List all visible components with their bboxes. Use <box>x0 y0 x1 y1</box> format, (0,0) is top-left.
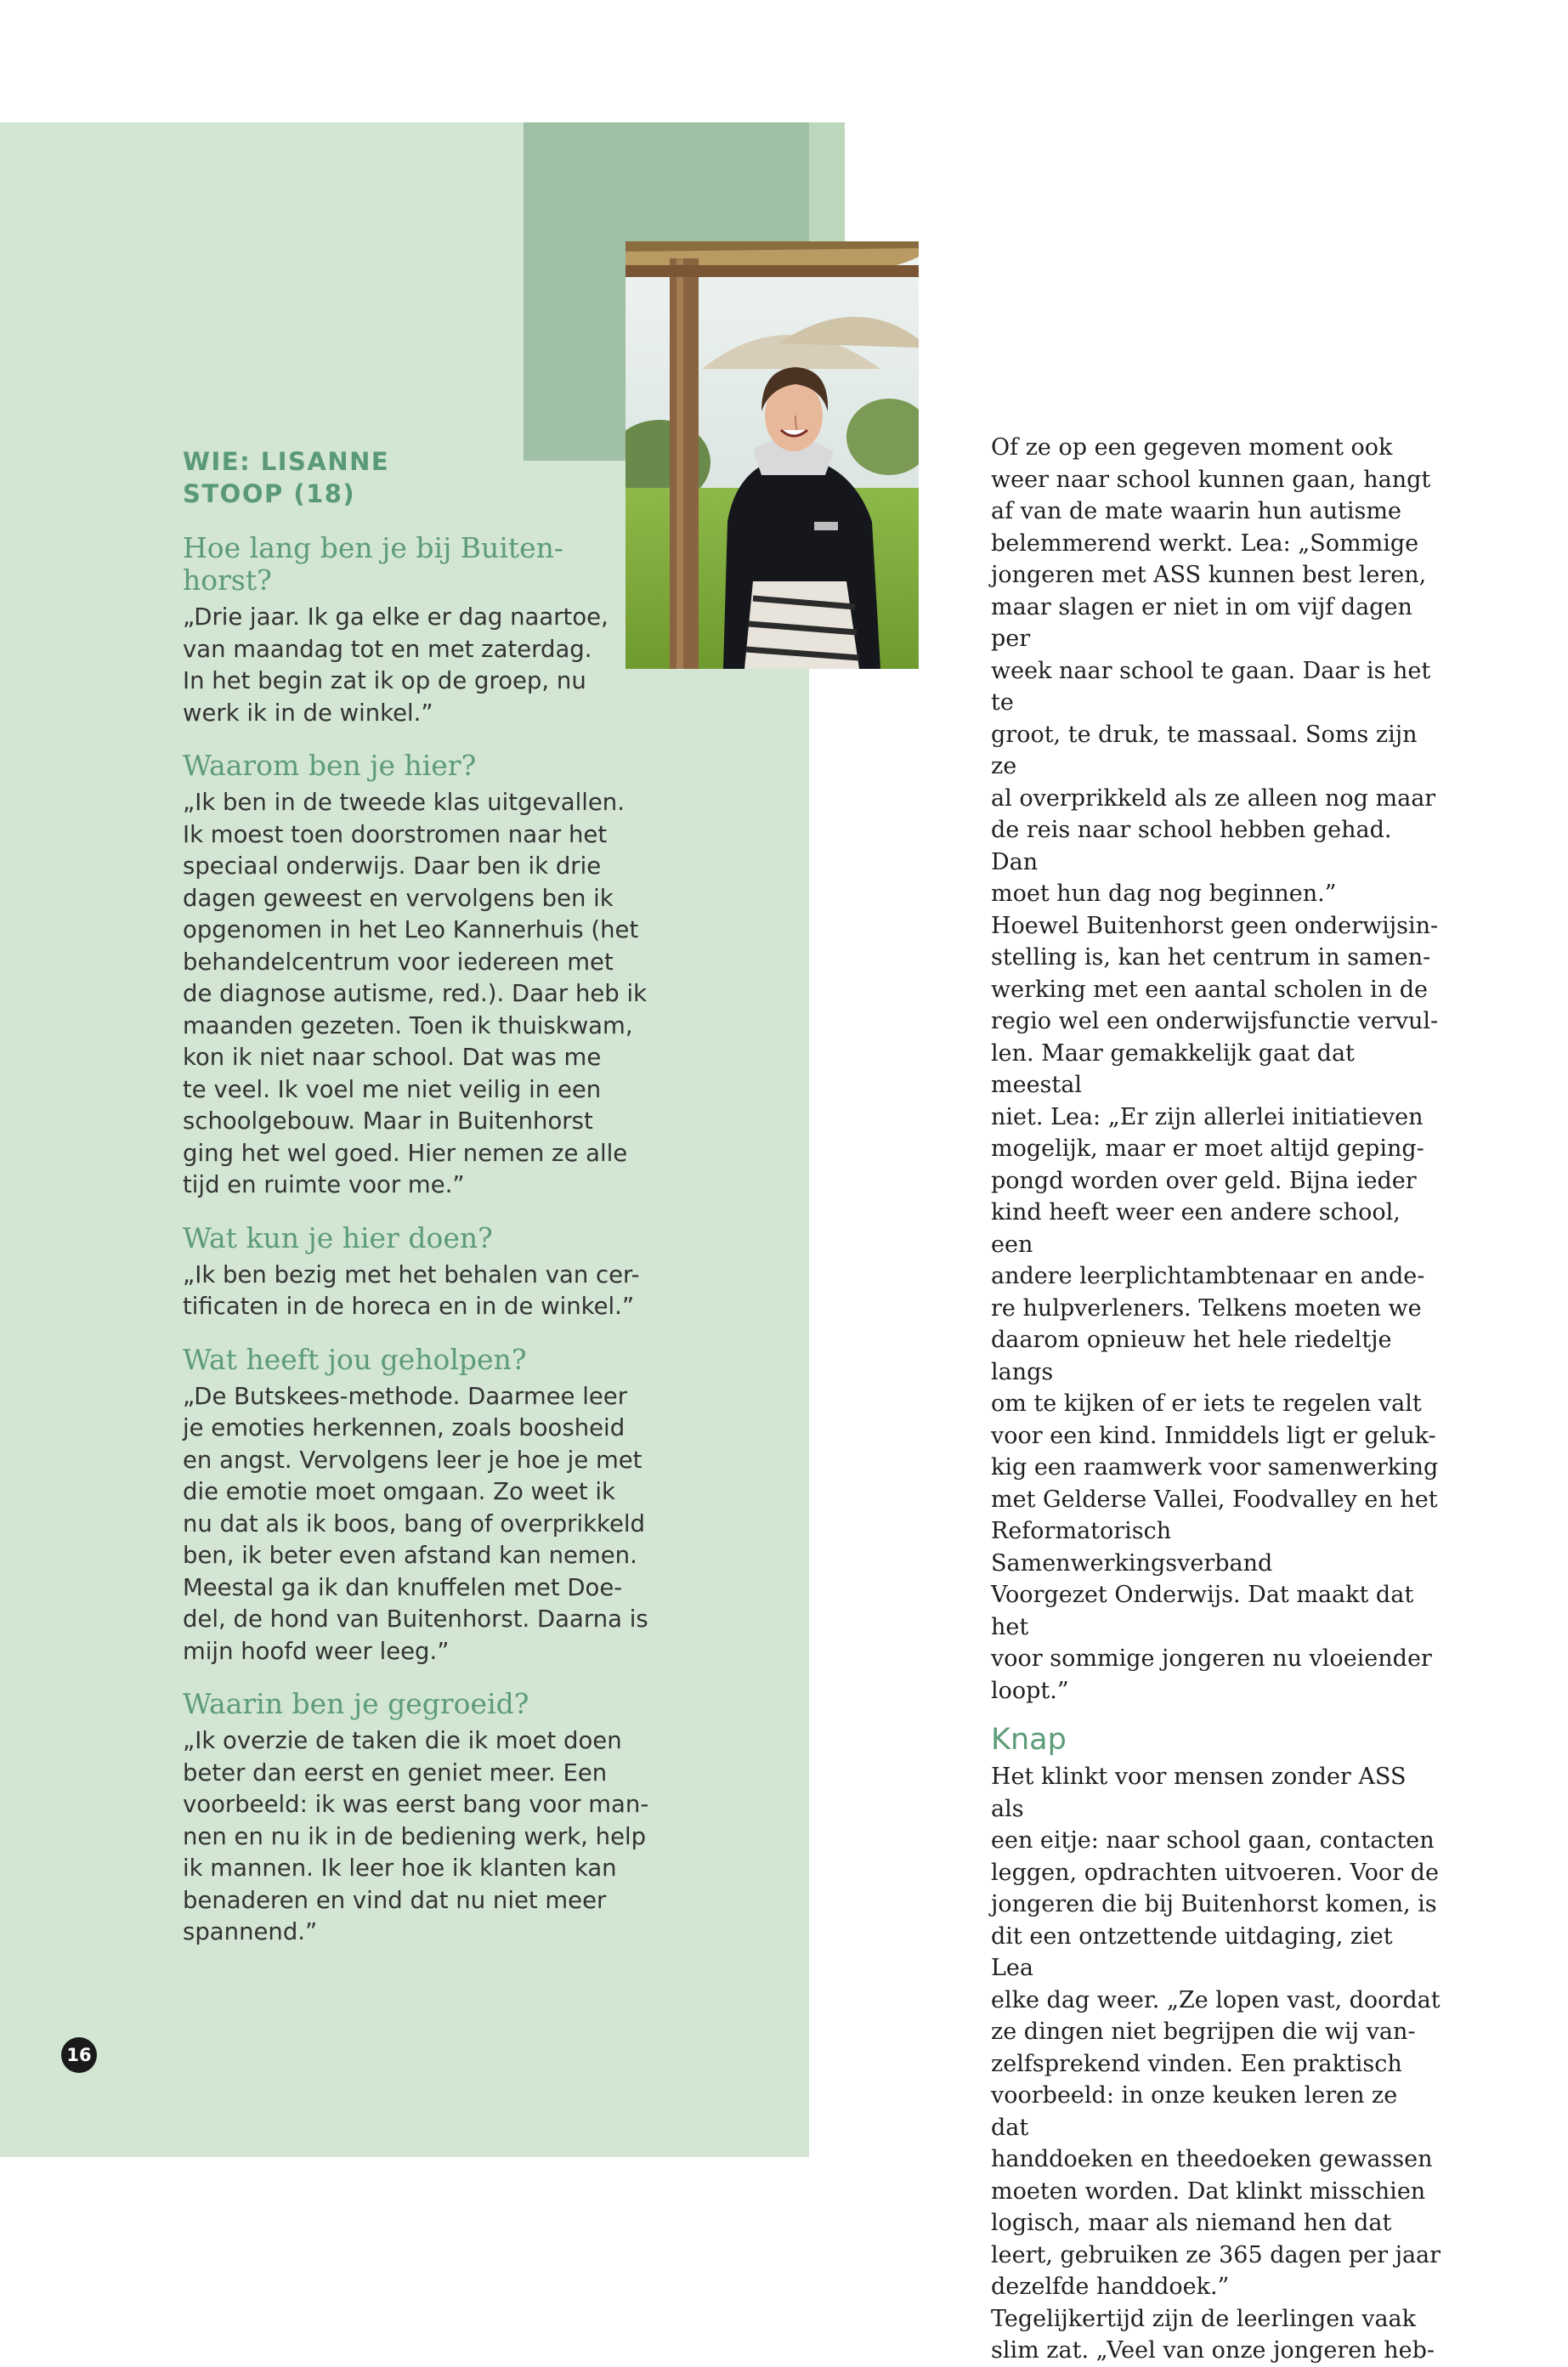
question-heading: Waarom ben je hier? <box>183 749 477 782</box>
question-heading: Wat kun je hier doen? <box>183 1220 493 1254</box>
profile-name-heading: WIE: LISANNE STOOP (18) <box>183 447 390 508</box>
qa-block <box>183 750 667 1202</box>
qa-block <box>183 532 667 729</box>
article-column <box>991 432 1441 2367</box>
answer-text: „Ik overzie de taken die ik moet doen beter dan eerst en geniet meer. Een voorbeeld: ik was eerst bang voor man- nen en nu ik in de bediening werk, help ik mannen. Ik leer hoe ik klanten kan benaderen en vind dat nu niet meer spannend.” <box>183 1727 649 1945</box>
answer-text: „Ik ben bezig met het behalen van cer- tificaten in de horeca en in de winkel.” <box>183 1260 640 1320</box>
qa-block <box>183 1222 667 1323</box>
question-heading: Hoe lang ben je bij Buiten- horst? <box>183 531 564 597</box>
question-heading: Wat heeft jou geholpen? <box>183 1342 527 1376</box>
answer-text: „Ik ben in de tweede klas uitgevallen. Ik moest toen doorstromen naar het speciaal onderwijs. Daar ben ik drie dagen geweest en vervolgens ben ik opgenomen in het Leo Kannerhuis (het behandelcentrum voor iedereen met de diagnose autisme, red.). Daar heb ik maanden gezeten. Toen ik thuiskwam, kon ik niet naar school. Dat was me te veel. Ik voel me niet veilig in een schoolgebouw. Maar in Buitenhorst ging het wel goed. Hier nemen ze alle tijd en ruimte voor me.” <box>183 789 648 1198</box>
article-paragraph: Tegelijkertijd zijn de leerlingen vaak slim zat. „Veel van onze jongeren heb- <box>991 2305 1435 2364</box>
section-subheading: Knap <box>991 1723 1067 1757</box>
qa-block <box>183 1688 667 1949</box>
portrait-photo <box>626 241 919 669</box>
page-number-badge: 16 <box>61 2037 97 2073</box>
answer-text: „Drie jaar. Ik ga elke er dag naartoe, van maandag tot en met zaterdag. In het begin zat ik op de groep, nu werk ik in de winkel.” <box>183 603 609 727</box>
article-paragraph: Of ze op een gegeven moment ook weer naar school kunnen gaan, hangt af van de mate waarin hun autisme belemmerend werkt. Lea: „Sommige jongeren met ASS kunnen best leren, maar slagen er niet in om vijf dagen per week naar school te gaan. Daar is het te groot, te druk, te massaal. Soms zijn ze al overprikkeld als ze alleen nog maar de reis naar school hebben gehad. Dan moet hun dag nog beginnen.” <box>991 434 1436 907</box>
article-paragraph: Het klinkt voor mensen zonder ASS als een eitje: naar school gaan, contacten leggen, opdrachten uitvoeren. Voor de jongeren die bij Buitenhorst komen, is dit een ontzettende uitdaging, ziet Lea elke dag weer. „Ze lopen vast, doordat ze dingen niet begrijpen die wij van- zelfsprekend vinden. Een praktisch voorbeeld: in onze keuken leren ze dat handdoeken en theedoeken gewassen moeten worden. Dat klinkt misschien logisch, maar als niemand hen dat leert, gebruiken ze 365 dagen per jaar dezelfde handdoek.” <box>991 1764 1441 2300</box>
question-heading: Waarin ben je gegroeid? <box>183 1687 529 1720</box>
answer-text: „De Butskees-methode. Daarmee leer je emoties herkennen, zoals boosheid en angst. Vervolgens leer je hoe je met die emotie moet omgaan. Zo weet ik nu dat als ik boos, bang of overprikkeld ben, ik beter even afstand kan nemen. Meestal ga ik dan knuffelen met Doe- del, de hond van Buitenhorst. Daarna is mijn hoofd weer leeg.” <box>183 1382 648 1665</box>
article-paragraph: Hoewel Buitenhorst geen onderwijsin- stelling is, kan het centrum in samen- werking met een aantal scholen in de regio wel een onderwijsfunctie vervul- len. Maar gemakkelijk gaat dat meestal niet. Lea: „Er zijn allerlei initiatieven mogelijk, maar er moet altijd geping- pongd worden over geld. Bijna ieder kind heeft weer een andere school, een andere leerplichtambtenaar en ande- re hulpverleners. Telkens moeten we daarom opnieuw het hele riedeltje langs om te kijken of er iets te regelen valt voor een kind. Inmiddels ligt er geluk- kig een raamwerk voor samenwerking met Gelderse Vallei, Foodvalley en het Reformatorisch Samenwerkingsverband Voorgezet Onderwijs. Dat maakt dat het voor sommige jongeren nu vloeiender loopt.” <box>991 912 1439 1704</box>
qa-block <box>183 1344 667 1668</box>
profile-column <box>183 445 667 1969</box>
